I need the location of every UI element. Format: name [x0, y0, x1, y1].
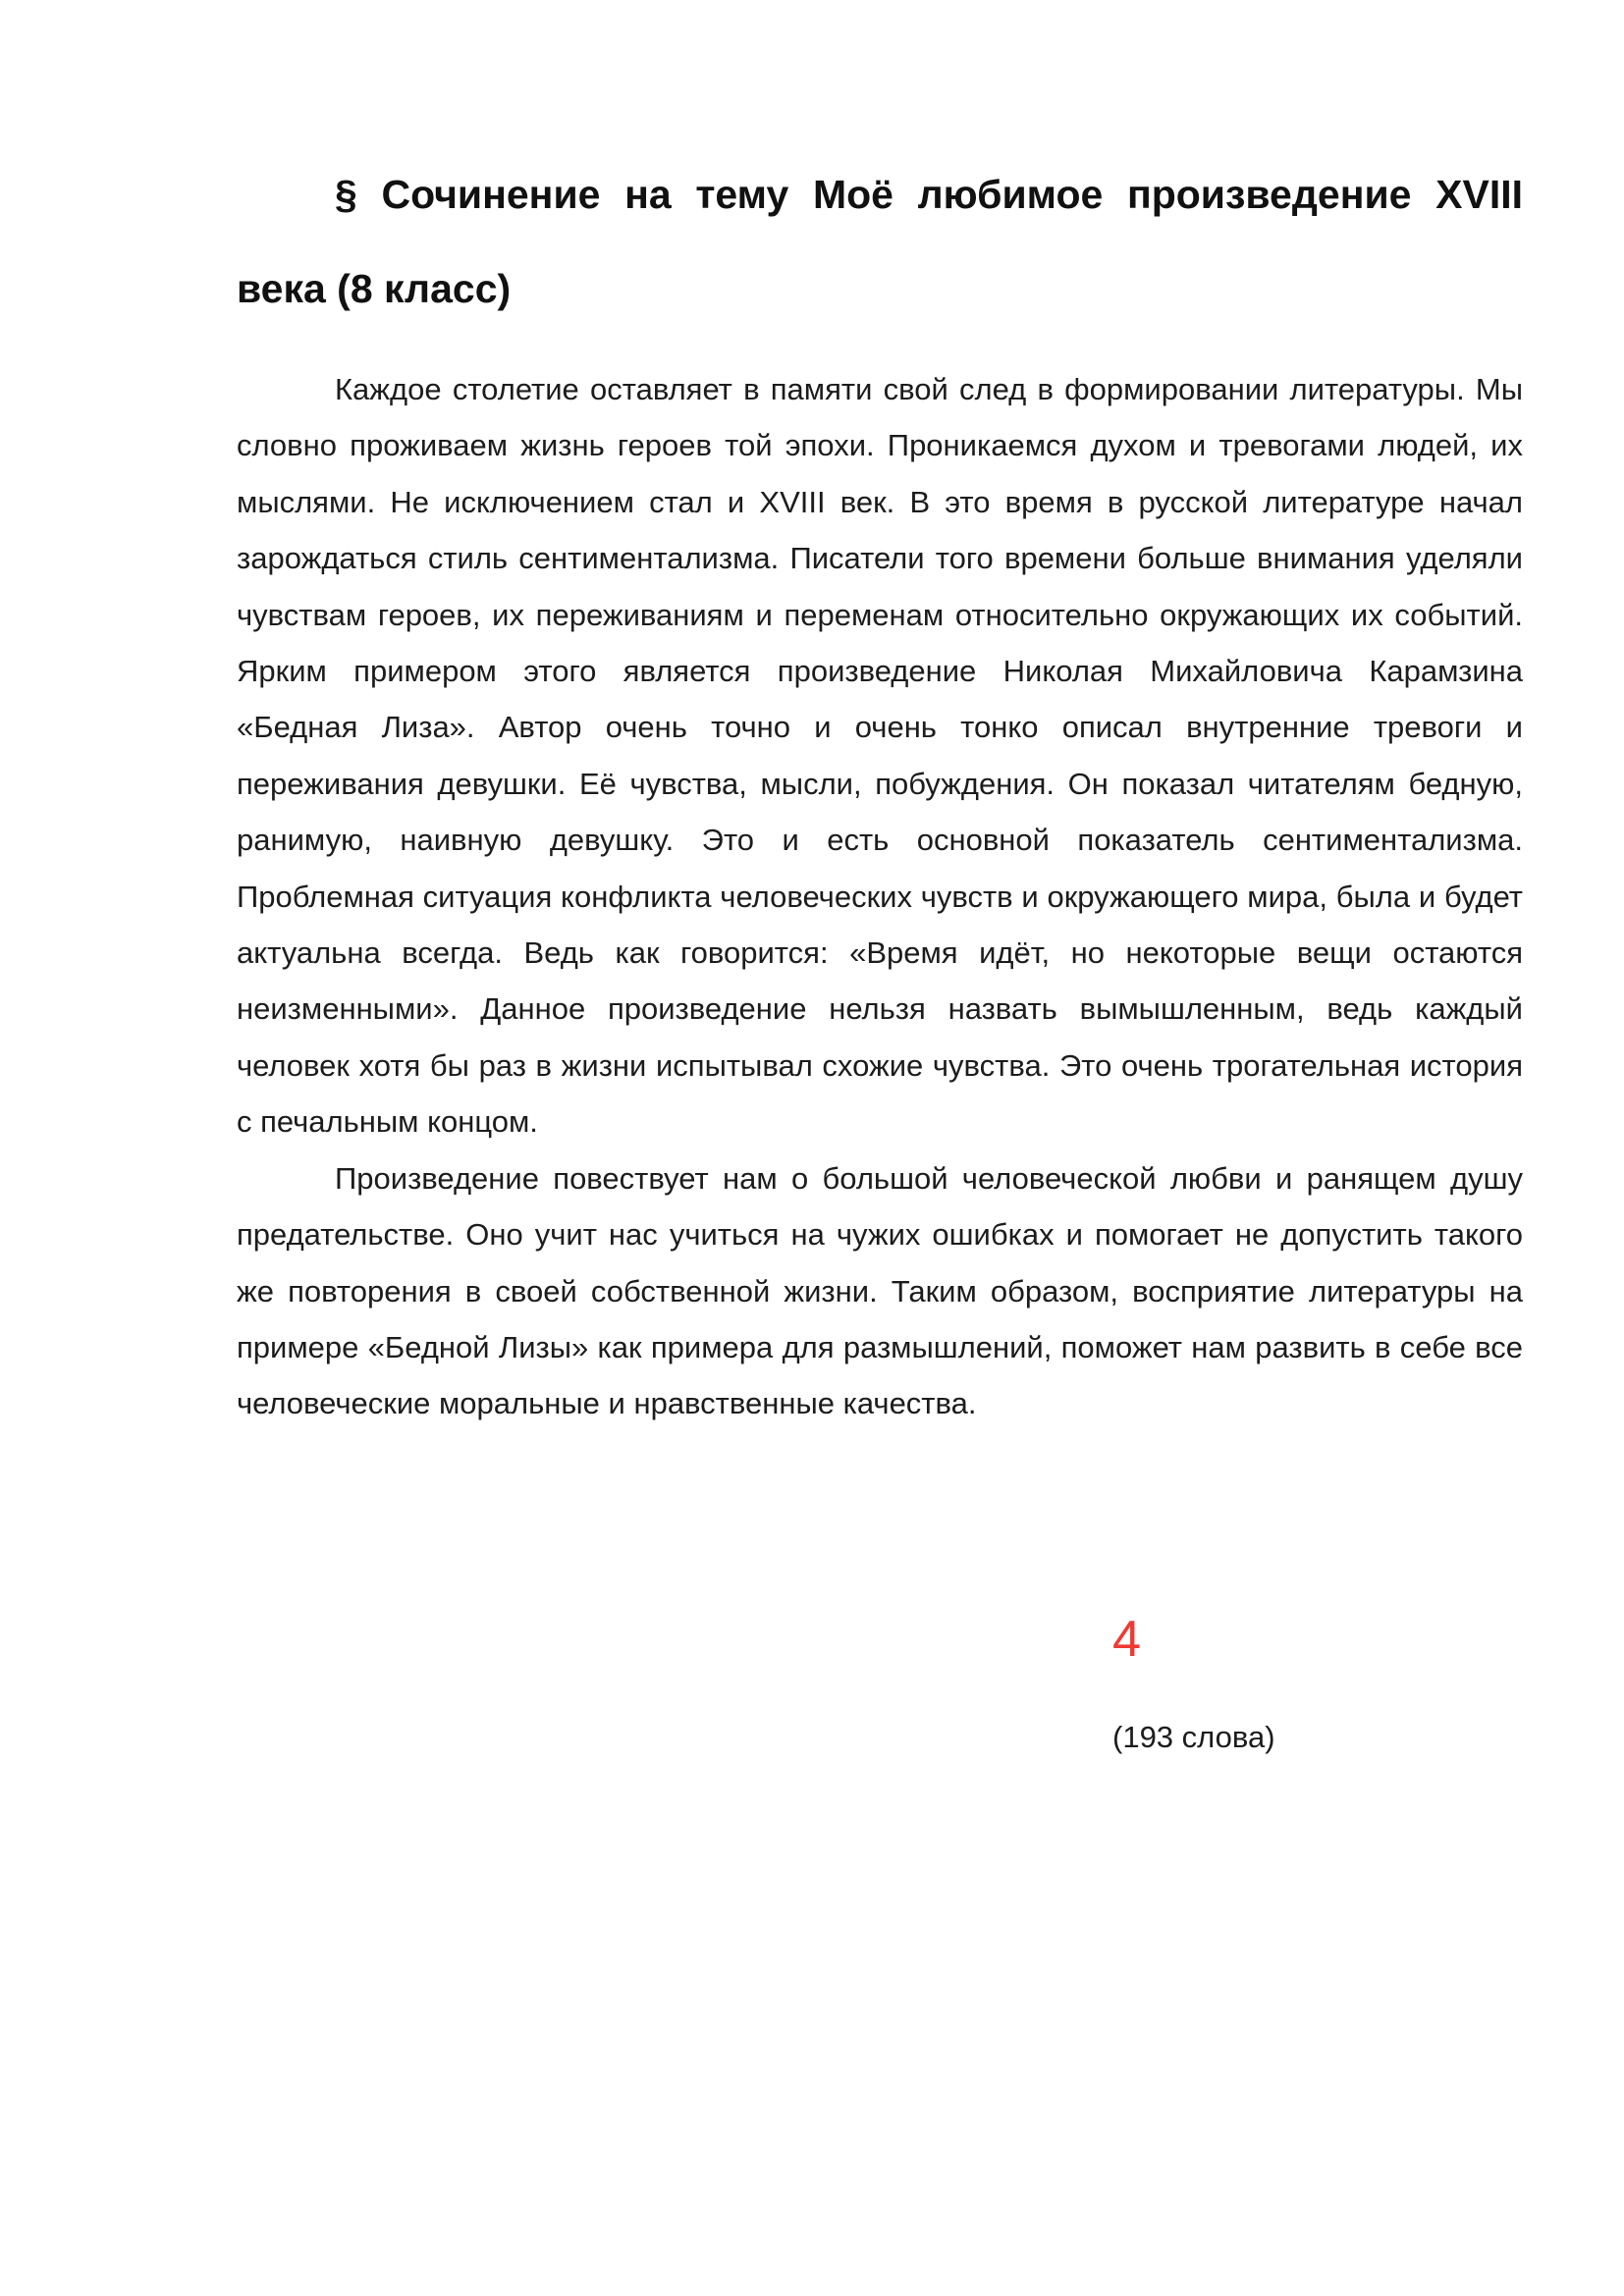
- essay-paragraph-1: Каждое столетие оставляет в памяти свой след в формировании литературы. Мы словно проживаем жизнь героев той эпохи. Проникаемся духом и тревогами людей, их мыслями. Не исключением стал и XVIII век. В это время в русской литературе начал зарождаться стиль сентиментализма. Писатели того времени больше внимания уделяли чувствам героев, их переживаниям и переменам относительно окружающих их событий. Ярким примером этого является произведение Николая Михайловича Карамзина «Бедная Лиза». Автор очень точно и очень тонко описал внутренние тревоги и переживания девушки. Её чувства, мысли, побуждения. Он показал читателям бедную, ранимую, наивную девушку. Это и есть основной показатель сентиментализма. Проблемная ситуация конфликта человеческих чувств и окружающего мира, была и будет актуальна всегда. Ведь как говорится: «Время идёт, но некоторые вещи остаются неизменными». Данное произведение нельзя назвать вымышленным, ведь каждый человек хотя бы раз в жизни испытывал схожие чувства. Это очень трогательная история с печальным концом.: [237, 372, 1523, 1140]
- word-count: (193 слова): [1112, 1720, 1275, 1754]
- grade-mark: 4: [1112, 1611, 1141, 1668]
- essay-paragraph-2: Произведение повествует нам о большой человеческой любви и ранящем душу предательстве. Оно учит нас учиться на чужих ошибках и помогает не допустить такого же повторения в своей собственной жизни. Таким образом, восприятие литературы на примере «Бедной Лизы» как примера для размышлений, поможет нам развить в себе все человеческие моральные и нравственные качества.: [237, 1160, 1523, 1421]
- essay-title: § Сочинение на тему Моё любимое произведение XVIII века (8 класс): [237, 172, 1523, 311]
- essay-body: [237, 361, 1523, 1432]
